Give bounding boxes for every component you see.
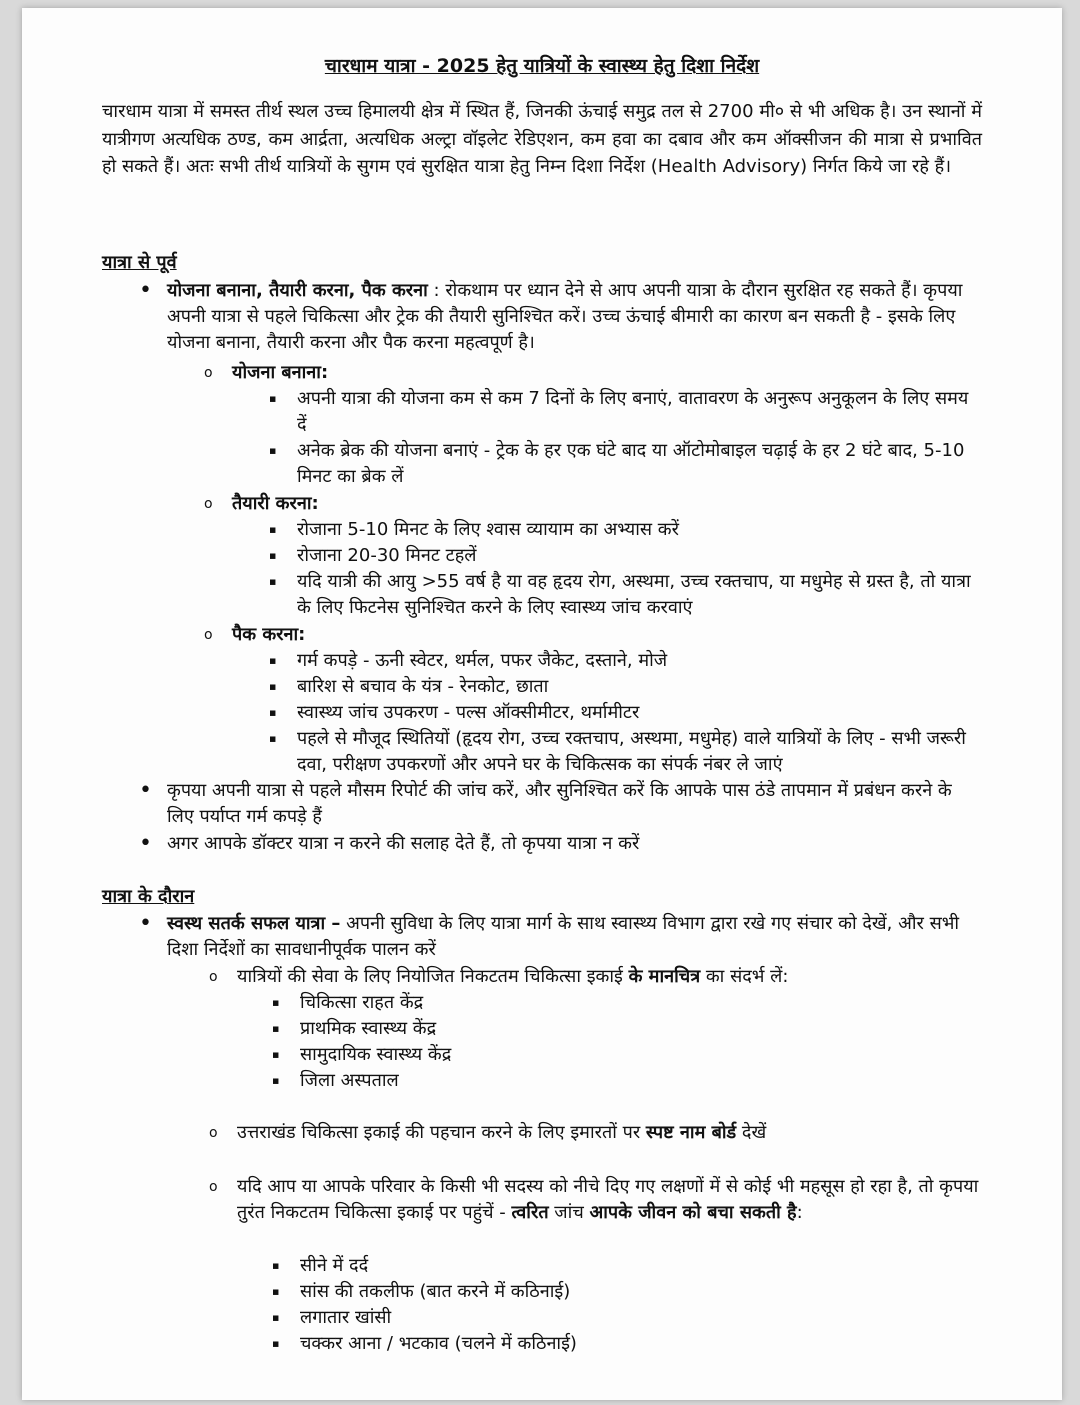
intro-paragraph: चारधाम यात्रा में समस्त तीर्थ स्थल उच्च हिमालयी क्षेत्र में स्थित हैं, जिनकी ऊंचाई समुद्र तल से 2700 मी० से भी अधिक है। उन स्थानों में यात्रीगण अत्यधिक ठण्ड, कम आर्द्रता, अत्यधिक अल्ट्रा वॉइलेट रेडिएशन, कम हवा का दबाव और कम ऑक्सीजन की मात्रा से प्रभावित हो सकते हैं। अतः सभी तीर्थ यात्रियों के सुगम एवं सुरक्षित यात्रा हेतु निम्न दिशा निर्देश (Health Advisory) निर्गत किये जा रहे हैं। <box>102 101 982 177</box>
bold-lead: स्वस्थ सतर्क सफल यात्रा – <box>167 913 341 934</box>
bold-text: के मानचित्र <box>628 966 701 987</box>
list-item <box>139 911 982 963</box>
bold-text: त्वरित <box>511 1202 549 1223</box>
list-item <box>272 990 980 1016</box>
item-text: पहले से मौजूद स्थितियों (हृदय रोग, उच्च रक्तचाप, अस्थमा, मधुमेह) वाले यात्रियों के लिए - सभी जरूरी दवा, परीक्षण उपकरणों और अपने घर के चिकित्सक का संपर्क नंबर ले जाएं <box>297 728 966 775</box>
bullet-icon: • <box>139 831 152 856</box>
item-text: सामुदायिक स्वास्थ्य केंद्र <box>300 1044 452 1065</box>
square-bullet-icon: ▪ <box>269 549 277 562</box>
list-item <box>272 1331 980 1357</box>
list-item <box>269 700 982 726</box>
list-item <box>269 543 982 569</box>
square-bullet-icon: ▪ <box>272 1022 280 1035</box>
list-item <box>272 1016 980 1042</box>
square-bullet-icon: ▪ <box>272 1259 280 1272</box>
circle-bullet-icon: o <box>209 969 218 985</box>
item-text: चक्कर आना / भटकाव (चलने में कठिनाई) <box>300 1333 577 1354</box>
list-item <box>269 438 982 490</box>
circle-bullet-icon: o <box>204 496 213 512</box>
item-text: जिला अस्पताल <box>300 1070 399 1091</box>
square-bullet-icon: ▪ <box>269 706 277 719</box>
list-item <box>269 726 982 778</box>
square-bullet-icon: ▪ <box>269 732 277 745</box>
list-item <box>209 1120 982 1146</box>
item-text: जांच <box>548 1202 590 1223</box>
square-bullet-icon: ▪ <box>269 654 277 667</box>
item-text: यदि यात्री की आयु >55 वर्ष है या वह हृदय रोग, अस्थमा, उच्च रक्तचाप, या मधुमेह से ग्रस्त है, तो यात्रा के लिए फिटनेस सुनिश्चित करने के लिए स्वास्थ्य जांच करवाएं <box>297 571 971 618</box>
section-heading-before: यात्रा से पूर्व <box>102 252 177 273</box>
list-item <box>272 1253 980 1279</box>
subheading-label: पैक करना: <box>232 624 306 645</box>
bullet-icon: • <box>139 911 152 936</box>
subheading-planning <box>204 360 932 386</box>
item-text: चिकित्सा राहत केंद्र <box>300 992 424 1013</box>
subheading-preparation <box>204 491 932 517</box>
square-bullet-icon: ▪ <box>269 575 277 588</box>
page-title: चारधाम यात्रा - 2025 हेतु यात्रियों के स्वास्थ्य हेतु दिशा निर्देश <box>324 55 760 77</box>
item-text: यदि आप या आपके परिवार के किसी भी सदस्य को नीचे दिए गए लक्षणों में से कोई भी महसूस हो रहा है, तो कृपया तुरंत निकटतम चिकित्सा इकाई पर पहुंचें - <box>237 1176 979 1223</box>
item-text: देखें <box>736 1122 767 1143</box>
list-item <box>209 1174 982 1226</box>
item-text: रोजाना 20-30 मिनट टहलें <box>297 545 477 566</box>
circle-bullet-icon: o <box>204 627 213 643</box>
item-text: यात्रियों की सेवा के लिए नियोजित निकटतम चिकित्सा इकाई <box>237 966 629 987</box>
item-text: अपनी यात्रा की योजना कम से कम 7 दिनों के लिए बनाएं, वातावरण के अनुरूप अनुकूलन के लिए समय दें <box>297 388 969 435</box>
document-page <box>22 8 1062 1400</box>
item-text: सीने में दर्द <box>300 1255 369 1276</box>
item-text: कृपया अपनी यात्रा से पहले मौसम रिपोर्ट की जांच करें, और सुनिश्चित करें कि आपके पास ठंडे तापमान में प्रबंधन करने के लिए पर्याप्त गर्म कपड़े हैं <box>167 780 952 827</box>
item-text: बारिश से बचाव के यंत्र - रेनकोट, छाता <box>297 676 549 697</box>
list-item <box>269 674 982 700</box>
list-item <box>139 278 982 356</box>
list-item <box>209 964 982 990</box>
circle-bullet-icon: o <box>204 365 213 381</box>
section-heading-during: यात्रा के दौरान <box>102 886 195 907</box>
item-text: अनेक ब्रेक की योजना बनाएं - ट्रेक के हर एक घंटे बाद या ऑटोमोबाइल चढ़ाई के हर 2 घंटे बाद, 5-10 मिनट का ब्रेक लें <box>297 440 965 487</box>
square-bullet-icon: ▪ <box>269 444 277 457</box>
square-bullet-icon: ▪ <box>272 996 280 1009</box>
item-text: प्राथमिक स्वास्थ्य केंद्र <box>300 1018 437 1039</box>
item-text: स्वास्थ्य जांच उपकरण - पल्स ऑक्सीमीटर, थर्मामीटर <box>297 702 640 723</box>
item-text: अगर आपके डॉक्टर यात्रा न करने की सलाह देते हैं, तो कृपया यात्रा न करें <box>167 833 640 854</box>
square-bullet-icon: ▪ <box>272 1074 280 1087</box>
item-text: रोजाना 5-10 मिनट के लिए श्वास व्यायाम का अभ्यास करें <box>297 519 679 540</box>
item-text: सांस की तकलीफ (बात करने में कठिनाई) <box>300 1281 571 1302</box>
bold-lead: योजना बनाना, तैयारी करना, पैक करना <box>167 280 428 301</box>
subheading-packing <box>204 622 932 648</box>
bold-text: आपके जीवन को बचा सकती है <box>589 1202 797 1223</box>
list-item <box>269 386 982 438</box>
item-text: लगातार खांसी <box>300 1307 392 1328</box>
square-bullet-icon: ▪ <box>269 523 277 536</box>
list-item <box>269 569 982 621</box>
list-item <box>272 1042 980 1068</box>
list-item <box>269 648 982 674</box>
item-text: अपनी सुविधा के लिए यात्रा मार्ग के साथ स्वास्थ्य विभाग द्वारा रखे गए संचार को देखें, और सभी दिशा निर्देशों का सावधानीपूर्वक पालन करें <box>167 913 960 960</box>
square-bullet-icon: ▪ <box>272 1311 280 1324</box>
bullet-icon: • <box>139 778 152 803</box>
subheading-label: तैयारी करना: <box>232 493 319 514</box>
bold-text: स्पष्ट नाम बोर्ड <box>645 1122 737 1143</box>
square-bullet-icon: ▪ <box>272 1285 280 1298</box>
square-bullet-icon: ▪ <box>272 1048 280 1061</box>
list-item <box>272 1279 980 1305</box>
subheading-label: योजना बनाना: <box>232 362 329 383</box>
bullet-icon: • <box>139 278 152 303</box>
item-text: गर्म कपड़े - ऊनी स्वेटर, थर्मल, पफर जैकेट, दस्ताने, मोजे <box>297 650 668 671</box>
list-item <box>269 517 982 543</box>
item-text: : <box>796 1202 803 1223</box>
list-item <box>139 831 982 857</box>
item-text: उत्तराखंड चिकित्सा इकाई की पहचान करने के लिए इमारतों पर <box>237 1122 646 1143</box>
square-bullet-icon: ▪ <box>269 392 277 405</box>
list-item <box>139 778 982 830</box>
item-text: : रोकथाम पर ध्यान देने से आप अपनी यात्रा के दौरान सुरक्षित रह सकते हैं। कृपया अपनी यात्रा से पहले चिकित्सा और ट्रेक की तैयारी सुनिश्चित करें। उच्च ऊंचाई बीमारी का कारण बन सकती है - इसके लिए योजना बनाना, तैयारी करना और पैक करना महत्वपूर्ण है। <box>167 280 963 353</box>
list-item <box>272 1068 980 1094</box>
item-text: का संदर्भ लें: <box>700 966 789 987</box>
square-bullet-icon: ▪ <box>269 680 277 693</box>
circle-bullet-icon: o <box>209 1179 218 1195</box>
circle-bullet-icon: o <box>209 1125 218 1141</box>
list-item <box>272 1305 980 1331</box>
square-bullet-icon: ▪ <box>272 1337 280 1350</box>
